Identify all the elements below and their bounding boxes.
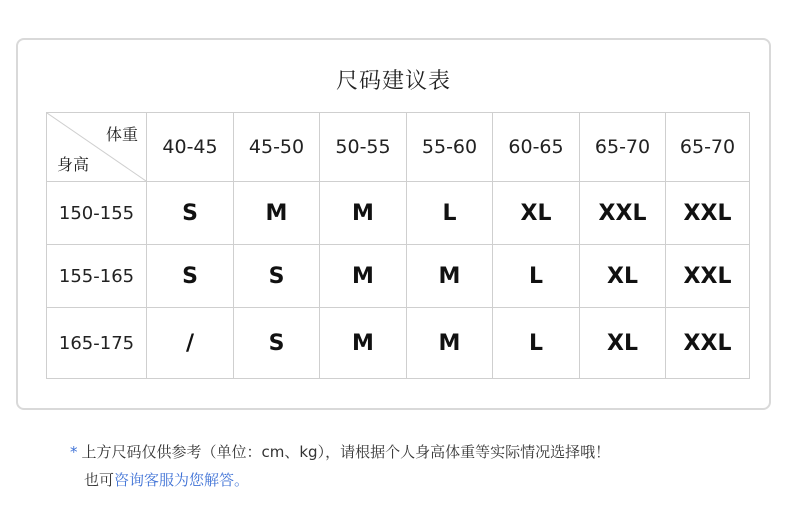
weight-header: 55-60 [407,113,493,182]
size-cell: XL [580,308,666,379]
size-cell: S [234,308,320,379]
size-cell: L [493,245,580,308]
size-cell: / [147,308,234,379]
height-range: 165-175 [47,308,147,379]
size-cell: XL [493,182,580,245]
size-cell: M [407,308,493,379]
size-cell: XXL [666,245,750,308]
note-line-1 [70,438,610,466]
size-note [70,438,610,494]
height-range: 155-165 [47,245,147,308]
size-cell: S [234,245,320,308]
note-line-2 [70,466,610,494]
note-prefix: 也可 [84,471,115,489]
weight-header: 65-70 [580,113,666,182]
size-cell: M [320,182,407,245]
chart-title: 尺码建议表 [335,69,451,94]
size-cell: XXL [666,308,750,379]
size-cell: XL [580,245,666,308]
size-cell: S [147,245,234,308]
size-cell: M [234,182,320,245]
table-row [47,245,750,308]
size-chart-card [16,38,771,410]
size-cell: L [493,308,580,379]
corner-cell [47,113,147,182]
customer-service-link[interactable]: 咨询客服为您解答。 [114,471,250,489]
size-cell: XXL [666,182,750,245]
weight-header: 40-45 [147,113,234,182]
table-row [47,308,750,379]
header-row [47,113,750,182]
weight-header: 45-50 [234,113,320,182]
note-text: 上方尺码仅供参考（单位：cm、kg），请根据个人身高体重等实际情况选择哦！ [81,443,611,461]
size-cell: S [147,182,234,245]
size-cell: L [407,182,493,245]
weight-label: 体重 [105,125,138,144]
size-cell: XXL [580,182,666,245]
weight-header: 65-70 [666,113,750,182]
size-cell: M [320,308,407,379]
size-cell: M [407,245,493,308]
size-table [46,112,750,379]
size-cell: M [320,245,407,308]
weight-header: 50-55 [320,113,407,182]
weight-header: 60-65 [493,113,580,182]
table-row [47,182,750,245]
height-label: 身高 [57,155,90,174]
height-range: 150-155 [47,182,147,245]
asterisk-icon: * [70,443,78,461]
